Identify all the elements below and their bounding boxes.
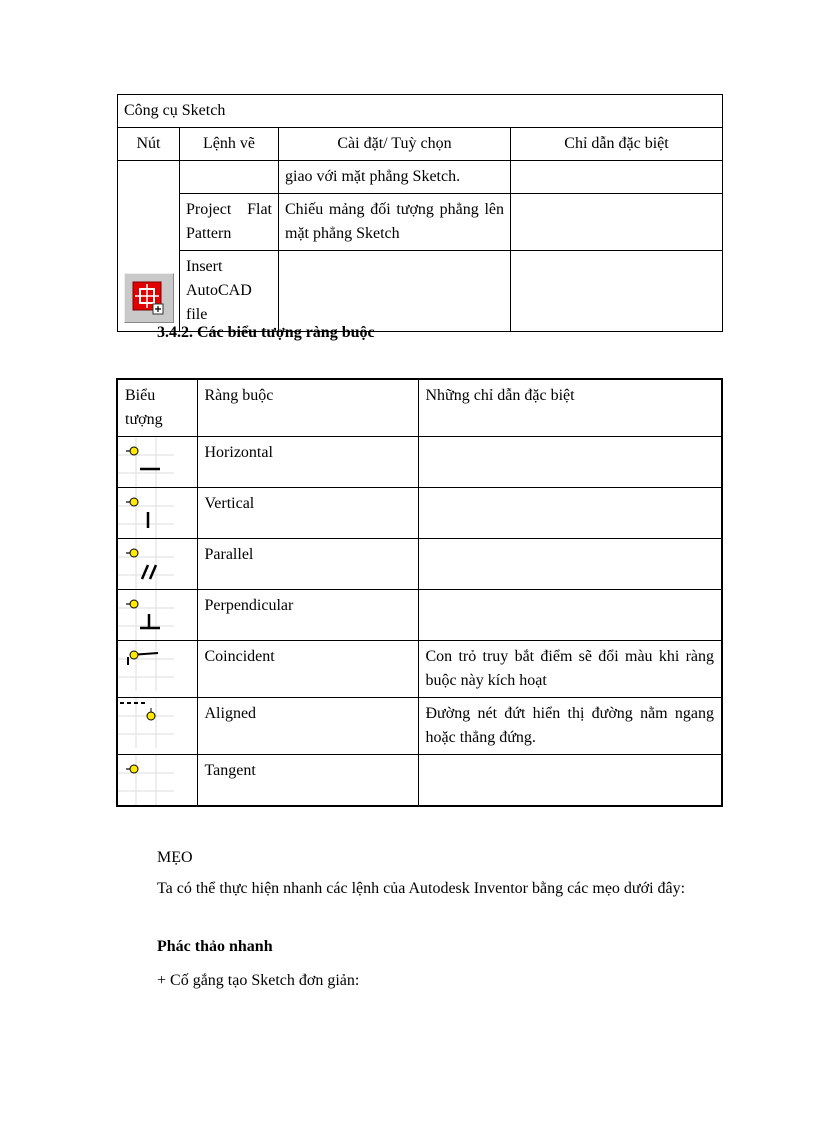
table-row xyxy=(117,488,722,539)
note-cell xyxy=(511,251,723,332)
table-row xyxy=(117,539,722,590)
table-row xyxy=(117,755,722,807)
constraints-table xyxy=(116,378,723,807)
header-icon: Biểu tượng xyxy=(117,379,197,437)
note-cell xyxy=(511,161,723,194)
constraint-note xyxy=(418,590,722,641)
button-cell xyxy=(118,161,180,332)
option-cell: giao với mặt phẳng Sketch. xyxy=(279,161,511,194)
table-row xyxy=(117,437,722,488)
command-cell: Project Flat Pattern xyxy=(180,194,279,251)
header-note: Chỉ dẫn đặc biệt xyxy=(511,128,723,161)
tangent-constraint-icon xyxy=(118,755,174,805)
tips-title: MẸO xyxy=(157,849,193,866)
constraint-name: Parallel xyxy=(197,539,418,590)
header-command: Lệnh vẽ xyxy=(180,128,279,161)
table-row xyxy=(117,698,722,755)
tips-intro: Ta có thể thực hiện nhanh các lệnh của Autodesk Inventor bằng các mẹo dưới đây: xyxy=(157,880,686,897)
table-row xyxy=(118,161,723,194)
command-cell: Insert AutoCAD file xyxy=(180,251,279,332)
constraint-note: Con trỏ truy bắt điểm sẽ đổi màu khi ràng buộc này kích hoạt xyxy=(418,641,722,698)
constraint-note xyxy=(418,437,722,488)
aligned-constraint-icon xyxy=(118,698,174,748)
sketch-tools-title: Công cụ Sketch xyxy=(118,95,723,128)
header-option: Cài đặt/ Tuỳ chọn xyxy=(279,128,511,161)
icon-cell xyxy=(117,539,197,590)
constraint-name: Vertical xyxy=(197,488,418,539)
table-row xyxy=(117,641,722,698)
option-cell: Chiếu mảng đối tượng phẳng lên mặt phẳng Sketch xyxy=(279,194,511,251)
horizontal-constraint-icon xyxy=(118,437,174,487)
header-button: Nút xyxy=(118,128,180,161)
parallel-constraint-icon xyxy=(118,539,174,589)
icon-cell xyxy=(117,488,197,539)
constraint-note xyxy=(418,755,722,807)
icon-cell xyxy=(117,755,197,807)
perpendicular-constraint-icon xyxy=(118,590,174,640)
constraint-name: Tangent xyxy=(197,755,418,807)
sketch-tools-table xyxy=(117,94,723,332)
constraint-note: Đường nét đứt hiển thị đường nằm ngang hoặc thẳng đứng. xyxy=(418,698,722,755)
command-cell xyxy=(180,161,279,194)
icon-cell xyxy=(117,698,197,755)
option-cell xyxy=(279,251,511,332)
note-cell xyxy=(511,194,723,251)
icon-cell xyxy=(117,437,197,488)
insert-autocad-icon xyxy=(124,273,174,323)
table-row xyxy=(118,251,723,332)
coincident-constraint-icon xyxy=(118,641,174,691)
icon-cell xyxy=(117,590,197,641)
header-constraint: Ràng buộc xyxy=(197,379,418,437)
constraint-name: Perpendicular xyxy=(197,590,418,641)
table-row xyxy=(117,590,722,641)
constraint-name: Coincident xyxy=(197,641,418,698)
vertical-constraint-icon xyxy=(118,488,174,538)
constraint-name: Horizontal xyxy=(197,437,418,488)
tips-subheading: Phác thảo nhanh xyxy=(157,938,273,955)
constraint-note xyxy=(418,539,722,590)
constraint-note xyxy=(418,488,722,539)
table-row xyxy=(118,194,723,251)
header-special-note: Những chỉ dẫn đặc biệt xyxy=(418,379,722,437)
icon-cell xyxy=(117,641,197,698)
constraint-name: Aligned xyxy=(197,698,418,755)
section-heading: 3.4.2. Các biểu tượng ràng buộc xyxy=(157,324,375,341)
tips-bullet: + Cố gắng tạo Sketch đơn giản: xyxy=(157,972,360,989)
